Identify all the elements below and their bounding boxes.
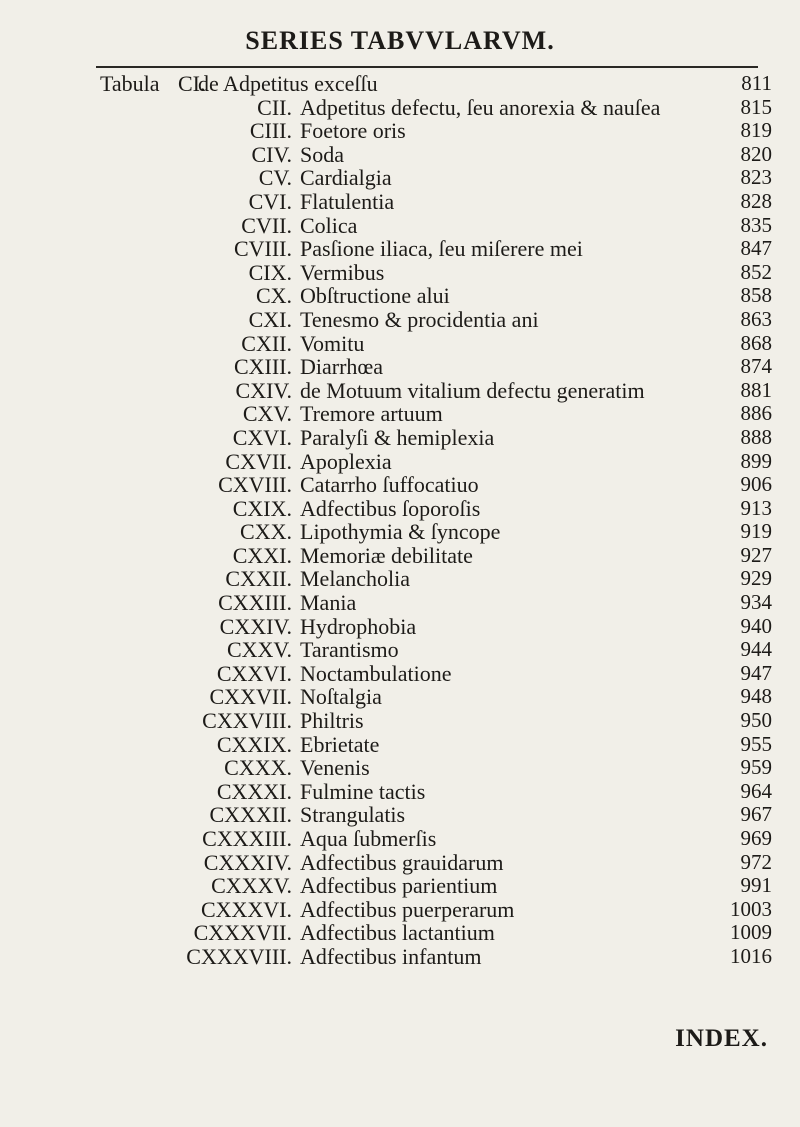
table-title: Adfectibus parientium [300,873,498,899]
toc-row [0,733,800,757]
toc-row [0,190,800,214]
page-number: 888 [740,424,772,449]
table-title: Hydrophobia [300,613,417,639]
page-number: 1009 [730,920,772,945]
toc-row [0,96,800,120]
table-number: CXXXI. [216,778,292,804]
page-number: 828 [740,188,772,213]
table-title: Fulmine tactis [300,778,426,804]
table-number: CVIII. [233,236,292,262]
table-title: Diarrhœa [300,354,384,380]
table-title: Vermibus [300,259,385,285]
page-number: 819 [740,118,772,143]
page-number: 835 [740,212,772,237]
toc-row [0,756,800,780]
table-number: CXVII. [225,448,292,474]
page-number: 1003 [730,896,772,921]
toc-row [0,803,800,827]
page-number: 820 [740,141,772,166]
table-title: de Adpetitus exceſſu [198,71,378,96]
page-number: 847 [740,236,772,261]
page-number: 950 [740,708,772,733]
page-number: 959 [740,755,772,780]
toc-row [0,780,800,804]
toc-row [0,450,800,474]
table-title: Cardialgia [300,165,392,191]
table-title: Adfectibus grauidarum [300,849,504,875]
page-number: 969 [740,826,772,850]
header-rule [96,66,758,68]
table-title: Venenis [300,755,370,781]
toc-row [0,591,800,615]
table-title: Adfectibus puerperarum [300,896,515,922]
page-number: 886 [740,401,772,426]
table-number: CXXVI. [216,660,292,686]
table-title: Pasſione iliaca, ſeu miſerere mei [300,236,583,262]
page-number: 858 [740,283,772,308]
toc-row [0,473,800,497]
toc-row [0,426,800,450]
toc-row [0,662,800,686]
table-number: CXIV. [235,377,292,403]
toc-row [0,497,800,521]
table-number: CXXXIV. [203,849,292,875]
table-number: CXI. [248,306,292,332]
table-number: CIII. [249,118,292,144]
page-number: 815 [740,94,772,119]
toc-row [0,308,800,332]
table-number: CXIII. [233,354,292,380]
table-number: CIX. [248,259,292,285]
table-number: CXXI. [232,542,292,568]
table-title: Foetore oris [300,118,406,144]
page-number: 874 [740,354,772,379]
toc-row [0,332,800,356]
table-title: Colica [300,212,358,238]
table-title: Adfectibus infantum [300,943,482,969]
table-number: CXII. [241,330,292,356]
page-number: 948 [740,684,772,709]
table-title: Philtris [300,708,364,734]
toc-row [0,851,800,875]
toc-row [0,166,800,190]
page-number: 955 [740,731,772,756]
table-title: Adfectibus ſoporoſis [300,495,481,521]
table-title: Lipothymia & ſyncope [300,519,501,545]
table-number: CXXXIII. [202,826,292,851]
table-number: CXIX. [232,495,292,521]
toc-row [0,638,800,662]
page-number: 1016 [730,943,772,968]
table-title: Soda [300,141,344,167]
table-number: CXXXV. [211,873,292,899]
toc-row [0,567,800,591]
table-title: Noſtalgia [300,684,382,710]
table-title: Vomitu [300,330,365,356]
tabula-prefix: Tabula [100,71,160,96]
toc-row [0,72,800,96]
table-title: Adpetitus defectu, ſeu anorexia & nauſea [300,94,661,120]
table-title: Obſtructione alui [300,283,450,309]
toc-row [0,261,800,285]
page-number: 964 [740,778,772,803]
table-title: Catarrho ſuffocatiuo [300,472,479,498]
page-number: 929 [740,566,772,591]
page-number: 913 [740,495,772,520]
table-title: Aqua ſubmerſis [300,826,437,851]
page-number: 972 [740,849,772,874]
table-title: Memoriæ debilitate [300,542,473,568]
table-title: Tarantismo [300,637,399,663]
toc-row [0,284,800,308]
toc-row [0,615,800,639]
toc-row [0,237,800,261]
table-number: CII. [257,94,292,120]
table-title: Noctambulatione [300,660,452,686]
toc-row [0,921,800,945]
page-number: 811 [741,71,772,95]
table-number: CXXVIII. [202,708,292,734]
table-number: CXXIII. [218,590,292,616]
page-number: 967 [740,802,772,827]
toc-row [0,898,800,922]
table-title: Melancholia [300,566,410,592]
toc-row [0,355,800,379]
table-of-contents [0,72,800,969]
table-number: CXV. [242,401,292,427]
page-number: 868 [740,330,772,355]
table-title: Flatulentia [300,188,395,214]
page-number: 940 [740,613,772,638]
table-title: Adfectibus lactantium [300,920,495,946]
toc-row [0,544,800,568]
toc-row [0,402,800,426]
table-number: CXXVII. [209,684,292,710]
table-title: de Motuum vitalium defectu generatim [300,377,645,403]
table-number: CXXXII. [209,802,292,828]
table-number: CV. [258,165,292,191]
table-title: Ebrietate [300,731,380,757]
table-number: CX. [255,283,292,309]
table-number: CXXXVII. [193,920,292,946]
table-number: CXXXVIII. [186,943,292,969]
page-number: 919 [740,519,772,544]
toc-row [0,827,800,851]
table-title: Tremore artuum [300,401,443,427]
page-number: 991 [740,873,772,898]
table-number: CXXIX. [216,731,292,757]
table-number: CXXV. [226,637,292,663]
toc-row [0,214,800,238]
toc-row [0,143,800,167]
table-number: CXVI. [232,424,292,450]
table-number: CVII. [241,212,292,238]
table-number: CXXII. [225,566,292,592]
page-number: 944 [740,637,772,662]
table-number: CXXX. [224,755,292,781]
table-number: CI. [178,71,206,96]
toc-row [0,520,800,544]
toc-row [0,945,800,969]
toc-row [0,119,800,143]
page-number: 852 [740,259,772,284]
table-title: Paralyſi & hemiplexia [300,424,495,450]
toc-row [0,874,800,898]
table-title: Strangulatis [300,802,406,828]
index-label: INDEX. [675,1025,768,1052]
table-number: CXX. [240,519,292,545]
table-number: CXXXVI. [200,896,292,922]
page-number: 823 [740,165,772,190]
toc-row [0,709,800,733]
table-number: CXXIV. [219,613,292,639]
table-title: Apoplexia [300,448,392,474]
toc-row [0,685,800,709]
page-header: SERIES TABVVLARVM. [245,26,555,55]
page-number: 947 [740,660,772,685]
page-number: 906 [740,472,772,497]
page-number: 881 [740,377,772,402]
table-title: Mania [300,590,357,616]
table-number: CIV. [251,141,292,167]
page-number: 863 [740,306,772,331]
page-number: 927 [740,542,772,567]
table-title: Tenesmo & procidentia ani [300,306,539,332]
table-number: CXVIII. [218,472,292,498]
toc-row [0,379,800,403]
table-number: CVI. [248,188,292,214]
page-number: 934 [740,590,772,615]
page-number: 899 [740,448,772,473]
